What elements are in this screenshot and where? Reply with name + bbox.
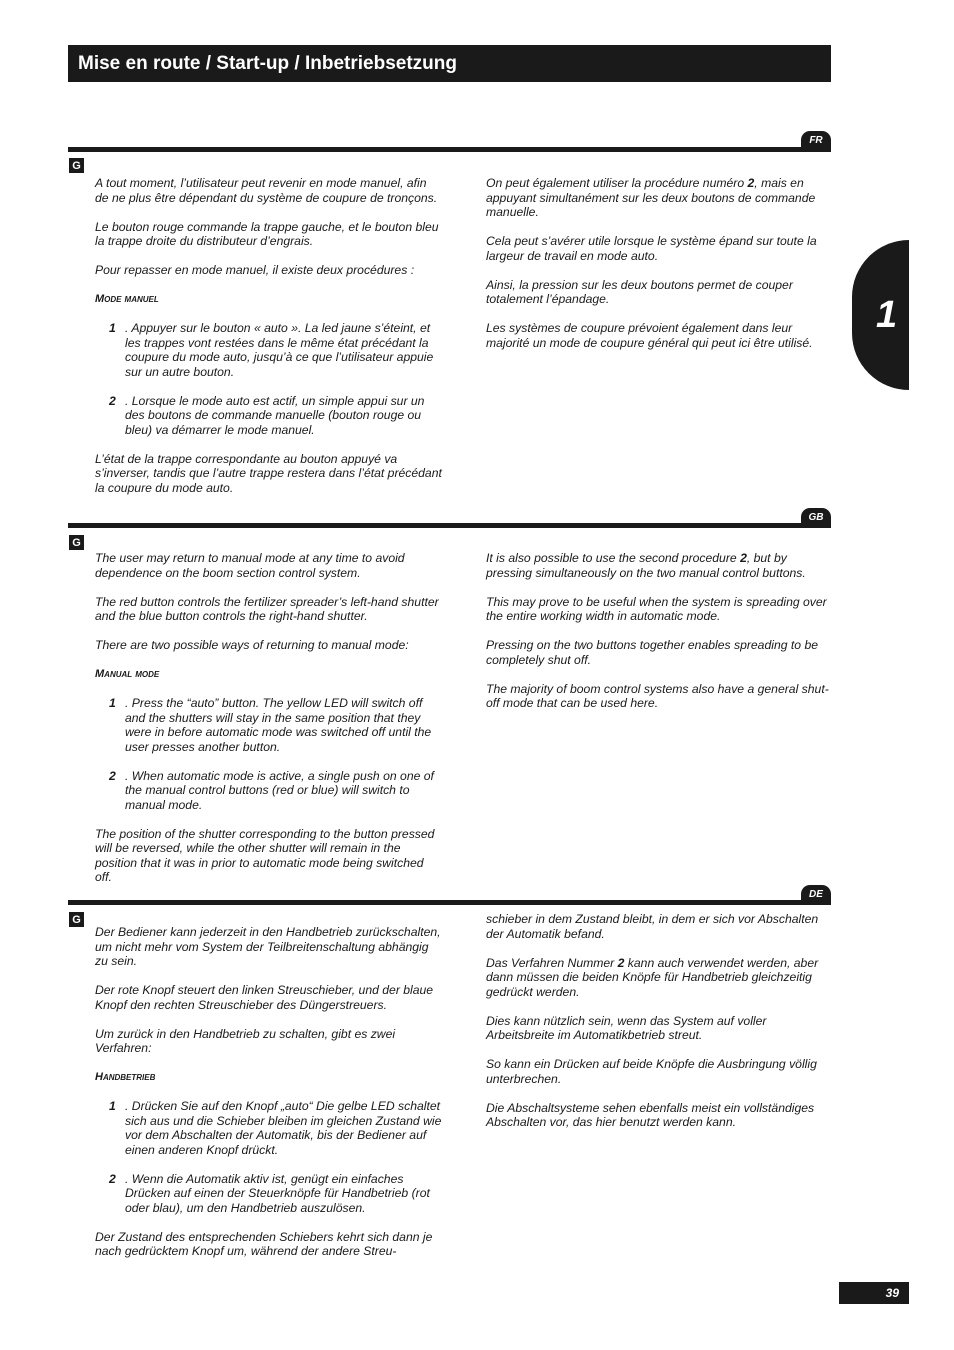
paragraph: The position of the shutter corresponding to the button pressed will be reversed, while the other shutter will remain in the position that it was in prior to automatic mode being switched off. [95,826,435,884]
paragraph: Der Zustand des entsprechenden Schiebers kehrt sich dann je nach gedrücktem Knopf um, während der andere Streu- [95,1229,433,1258]
step-text: . Drücken Sie auf den Knopf „auto“ Die gelbe LED schaltet sich aus und die Schieber bleiben im gleichen Zustand wie vor dem Abschalten der Automatik, bis der Bediener auf einen anderen Knopf drückt. [125,1099,442,1157]
subheading: Handbetrieb [95,1071,156,1083]
paragraph: A tout moment, l’utilisateur peut revenir en mode manuel, afin de ne plus être dépendant du système de coupure de tronçons. [95,176,438,205]
paragraph: Dies kann nützlich sein, wenn das System auf voller Arbeitsbreite im Automatikbetrieb streut. [486,1013,767,1042]
section-de-left-column [95,925,443,1259]
step-number: 2 [109,393,116,408]
language-tab-gb: GB [801,508,831,527]
subheading: Mode manuel [95,293,159,305]
step-2 [95,769,443,813]
paragraph: Das Verfahren Nummer 2 kann auch verwendet werden, aber dann müssen die beiden Knöpfe für Handbetrieb gleichzeitig gedrückt werden. [486,955,819,999]
section-gb-right-column [486,551,832,711]
step-1 [95,696,443,754]
g-marker-de: G [69,912,84,927]
step-text: . Appuyer sur le bouton « auto ». La led jaune s’éteint, et les trappes vont restées dans le même état précédant la coupure du mode auto, jusqu’à ce que l’utilisateur appuie sur un autre bouton. [125,321,434,379]
paragraph: There are two possible ways of returning to manual mode: [95,638,409,652]
paragraph: This may prove to be useful when the system is spreading over the entire working width in automatic mode. [486,594,827,623]
paragraph: It is also possible to use the second procedure 2, but by pressing simultaneously on the two manual control buttons. [486,551,806,580]
chapter-number: 1 [876,294,898,336]
paragraph: Cela peut s’avérer utile lorsque le système épand sur toute la largeur de travail en mode auto. [486,234,817,263]
step-text: . Wenn die Automatik aktiv ist, genügt ein einfaches Drücken auf einen der Steuerknöpfe für Handbetrieb (rot oder blau), um den Handbetrieb auszulösen. [125,1171,430,1215]
paragraph: schieber in dem Zustand bleibt, in dem er sich vor Abschalten der Automatik befand. [486,912,819,941]
section-fr-right-column [486,176,832,350]
step-number: 2 [109,1171,116,1186]
step-text: . When automatic mode is active, a single push on one of the manual control buttons (red or blue) will switch to manual mode. [125,768,434,812]
step-1 [95,321,443,379]
section-fr-left-column [95,176,443,495]
paragraph: So kann ein Drücken auf beide Knöpfe die Ausbringung völlig unterbrechen. [486,1057,817,1086]
language-tab-fr: FR [801,131,831,150]
paragraph: The user may return to manual mode at any time to avoid dependence on the boom section control system. [95,551,405,580]
page-title: Mise en route / Start-up / Inbetriebsetzung [78,52,457,74]
step-1 [95,1099,443,1157]
step-number: 2 [109,768,116,783]
paragraph: Les systèmes de coupure prévoient également dans leur majorité un mode de coupure général qui peut ici être utilisé. [486,321,813,350]
section-rule-gb [68,523,831,528]
paragraph: Ainsi, la pression sur les deux boutons permet de couper totalement l’épandage. [486,277,793,306]
paragraph: The majority of boom control systems also have a general shut-off mode that can be used here. [486,681,829,710]
section-rule-de [68,900,831,905]
step-text: . Press the “auto” button. The yellow LED will switch off and the shutters will stay in the same position that they were in before automatic mode was switched off until the user presses another button. [125,696,432,754]
section-gb-left-column [95,551,443,885]
paragraph: Der Bediener kann jederzeit in den Handbetrieb zurückschalten, um nicht mehr vom System der Teilbreitenschaltung abhängig zu sein. [95,925,441,968]
page-number: 39 [839,1282,909,1304]
paragraph: Um zurück in den Handbetrieb zu schalten, gibt es zwei Verfahren: [95,1026,396,1055]
paragraph: Pour repasser en mode manuel, il existe deux procédures : [95,263,415,277]
step-2 [95,1172,443,1216]
language-tab-de: DE [801,885,831,904]
paragraph: Le bouton rouge commande la trappe gauche, et le bouton bleu la trappe droite du distributeur d’engrais. [95,219,439,248]
page-title-bar [68,45,831,82]
step-number: 1 [109,1099,116,1113]
paragraph: Die Abschaltsysteme sehen ebenfalls meist ein vollständiges Abschalten vor, das hier benutzt werden kann. [486,1100,815,1129]
subheading: Manual mode [95,668,160,680]
section-de-right-column [486,912,832,1130]
step-number: 1 [109,696,116,710]
paragraph: L’état de la trappe correspondante au bouton appuyé va s’inverser, tandis que l’autre trappe restera dans l’état précédant la coupure du mode auto. [95,451,442,495]
paragraph: Der rote Knopf steuert den linken Streuschieber, und der blaue Knopf den rechten Streuschieber des Düngerstreuers. [95,983,434,1012]
paragraph: Pressing on the two buttons together enables spreading to be completely shut off. [486,638,818,667]
paragraph: The red button controls the fertilizer spreader’s left-hand shutter and the blue button controls the right-hand shutter. [95,594,439,623]
paragraph: On peut également utiliser la procédure numéro 2, mais en appuyant simultanément sur les deux boutons de commande manuelle. [486,176,816,219]
section-rule-fr [68,147,831,152]
g-marker-fr: G [69,158,84,173]
step-2 [95,394,443,438]
g-marker-gb: G [69,535,84,550]
step-text: . Lorsque le mode auto est actif, un simple appui sur un des boutons de commande manuelle (bouton rouge ou bleu) va démarrer le mode manuel. [125,393,425,437]
step-number: 1 [109,321,116,335]
